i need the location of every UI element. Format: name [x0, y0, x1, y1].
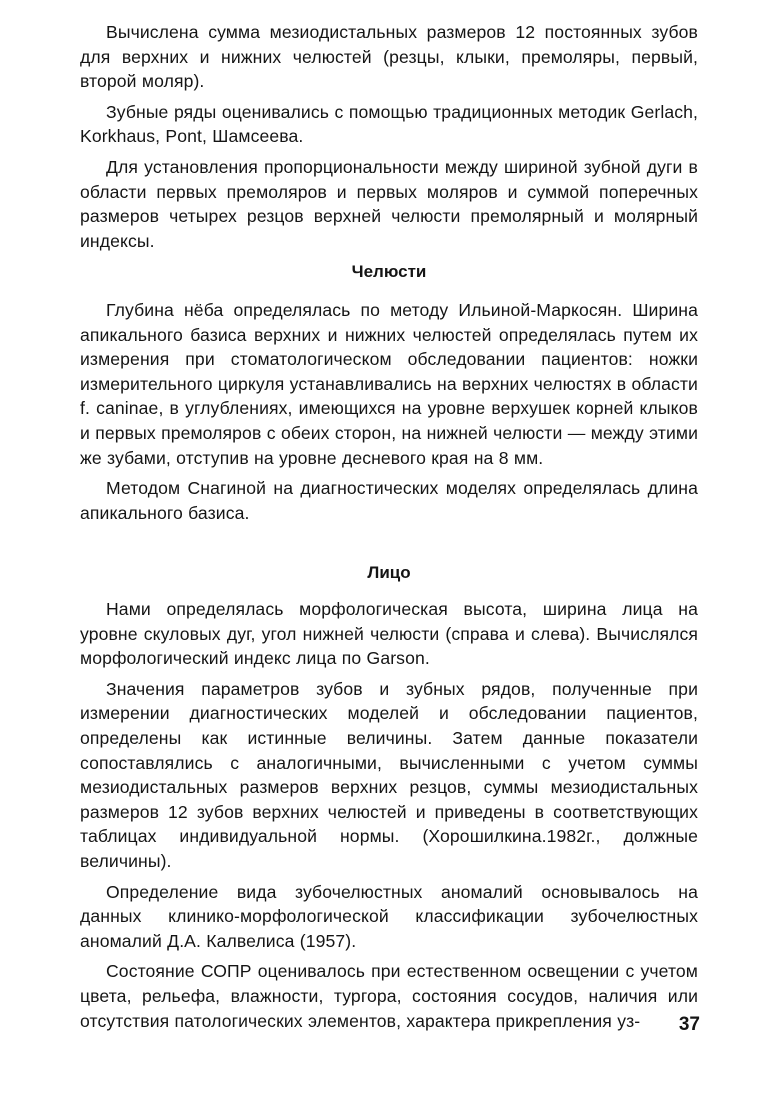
intro-section: [80, 20, 698, 259]
jaws-section-body: [80, 298, 698, 531]
paragraph: Нами определялась морфологическая высота, ширина лица на уровне скуловых дуг, угол нижней челюсти (справа и слева). Вычислялся морфологический индекс лица по Garson.: [80, 599, 698, 669]
section-heading-face: Лицо: [367, 563, 411, 582]
paragraph: Зубные ряды оценивались с помощью традиционных методик Gerlach, Korkhaus, Pont, Шамсеева.: [80, 101, 698, 147]
paragraph: Методом Снагиной на диагностических моделях определялась длина апикального базиса.: [80, 478, 698, 523]
paragraph: Глубина нёба определялась по методу Ильиной-Маркосян. Ширина апикального базиса верхних и нижних челюстей определялась путем их измерения при стоматологическом обследовании пациентов: ножки измерительного циркуля устанавливались на верхних челюстях в области f. caninae, в углублениях, имеющихся на уровне верхушек корней клыков и первых премоляров с обеих сторон, на нижней челюсти — между этими же зубами, отступив на уровне десневого края на 8 мм.: [80, 300, 698, 468]
page-number: 37: [678, 1014, 700, 1035]
paragraph: Определение вида зубочелюстных аномалий основывалось на данных клинико-морфологической классификации зубочелюстных аномалий Д.А. Калвелиса (1957).: [80, 881, 698, 951]
section-heading-jaws: Челюсти: [351, 262, 427, 281]
paragraph: Вычислена сумма мезиодистальных размеров 12 постоянных зубов для верхних и нижних челюстей (резцы, клыки, премоляры, первый, второй моляр).: [80, 22, 698, 92]
jaws-section: [80, 260, 698, 284]
paragraph: Состояние СОПР оценивалось при естественном освещении с учетом цвета, рельефа, влажности, тургора, состояния сосудов, наличия или отсутствия патологических элементов, характера прикрепления уз-: [80, 961, 698, 1031]
paragraph: Значения параметров зубов и зубных рядов, полученные при измерении диагностических моделей и обследовании пациентов, определены как истинные величины. Затем данные показатели сопоставлялись с аналогичными, вычисленными с учетом суммы мезиодистальных размеров верхних резцов, суммы мезиодистальных размеров 12 зубов верхних челюстей и приведены в соответствующих таблицах индивидуальной нормы. (Хорошилкина.1982г., должные величины).: [80, 678, 698, 871]
face-section: [80, 561, 698, 585]
paragraph: Для установления пропорциональности между шириной зубной дуги в области первых премоляров и первых моляров и суммой поперечных размеров четырех резцов верхней челюсти премолярный и молярный индексы.: [80, 156, 698, 251]
face-section-body: [80, 597, 698, 1039]
